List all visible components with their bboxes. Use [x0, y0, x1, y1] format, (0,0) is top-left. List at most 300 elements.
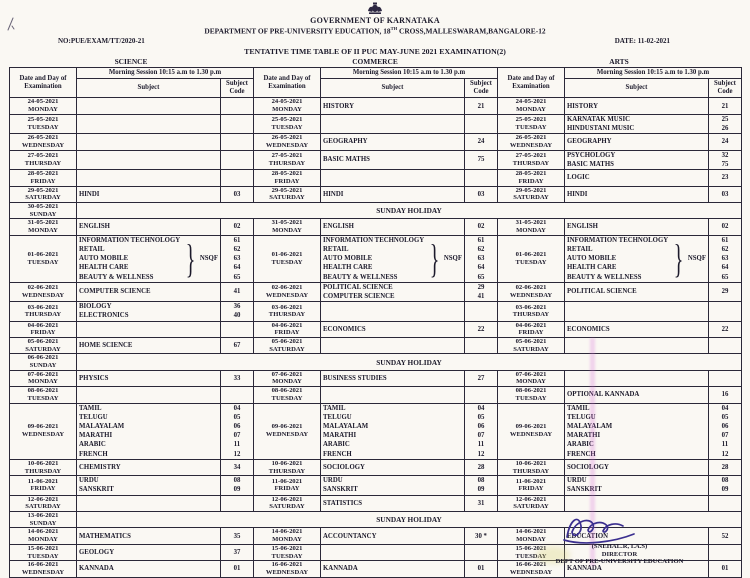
commerce-code-cell — [465, 150, 498, 169]
exam-date: 05-06-2021 — [27, 337, 59, 345]
arts-code-cell — [709, 528, 742, 544]
exam-date: 16-06-2021 — [271, 561, 303, 569]
commerce-code-cell — [465, 337, 498, 353]
subject-code: 40 — [233, 312, 241, 320]
exam-day: WEDNESDAY — [21, 291, 65, 299]
science-subject-cell — [77, 403, 221, 459]
subject-name: ARABIC — [79, 441, 106, 449]
arts-code-cell — [709, 387, 742, 403]
exam-day: SUNDAY — [29, 362, 57, 370]
date-column-header: Date and Day of Examination — [10, 68, 77, 98]
arts-subject-cell — [565, 403, 709, 459]
subject-code: 75 — [477, 156, 485, 164]
subject-code: 29 — [477, 283, 485, 291]
exam-row — [10, 370, 742, 386]
arts-code-cell — [709, 337, 742, 353]
commerce-code-cell — [465, 235, 498, 282]
subject-code: 09 — [233, 486, 241, 494]
exam-day: FRIDAY — [518, 485, 544, 493]
science-subject-cell — [77, 186, 221, 202]
arts-subject-cell — [565, 186, 709, 202]
karnataka-emblem-icon — [0, 2, 750, 15]
science-subject-cell — [77, 302, 221, 321]
science-subject-cell — [77, 476, 221, 495]
subject-name: TELUGU — [567, 413, 596, 421]
signatory-designation: DIRECTOR — [601, 550, 638, 558]
subject-code: 25 — [721, 115, 729, 123]
subject-code: 02 — [477, 223, 485, 231]
date-day-cell — [254, 282, 321, 301]
science-code-cell — [221, 98, 254, 114]
commerce-code-cell — [465, 134, 498, 150]
subject-name: MARATHI — [79, 432, 113, 440]
arts-subject-cell — [565, 370, 709, 386]
exam-date: 04-06-2021 — [27, 321, 59, 329]
date-day-cell — [498, 98, 565, 114]
subject-name: ELECTRONICS — [79, 312, 129, 320]
subject-code: 06 — [233, 422, 241, 430]
subject-name: RETAIL — [79, 245, 105, 253]
exam-row — [10, 235, 742, 282]
date-day-cell — [254, 219, 321, 235]
exam-day: TUESDAY — [27, 394, 59, 402]
subject-code: 63 — [477, 255, 485, 263]
subject-name: MALAYALAM — [79, 422, 125, 430]
exam-day: SATURDAY — [25, 194, 61, 202]
subject-name: MALAYALAM — [567, 422, 613, 430]
director-signature-icon — [560, 511, 644, 549]
subject-name: OPTIONAL KANNADA — [567, 391, 640, 399]
subject-name: SOCIOLOGY — [323, 463, 365, 471]
date-day-cell — [498, 114, 565, 133]
subject-code: 08 — [477, 477, 485, 485]
exam-date: 25-05-2021 — [515, 116, 547, 124]
date-day-cell — [10, 387, 77, 403]
stream-label-science: SCIENCE — [114, 57, 148, 67]
subject-name: ARABIC — [567, 441, 594, 449]
exam-date: 27-05-2021 — [27, 152, 59, 160]
subject-code: 04 — [233, 404, 241, 412]
subject-code: 03 — [477, 190, 485, 198]
exam-day: THURSDAY — [512, 311, 550, 319]
subject-name: KANNADA — [567, 565, 602, 573]
date-day-cell — [10, 186, 77, 202]
subject-name: HINDI — [567, 190, 588, 198]
exam-date: 13-06-2021 — [27, 512, 59, 520]
exam-date: 31-05-2021 — [515, 219, 547, 227]
arts-code-cell — [709, 561, 742, 577]
subject-code: 37 — [233, 548, 241, 556]
exam-date: 15-06-2021 — [27, 544, 59, 552]
session-header: Morning Session 10:15 a.m to 1.30 p.m — [77, 68, 254, 79]
commerce-subject-cell — [321, 403, 465, 459]
subject-name: TAMIL — [323, 404, 346, 412]
subject-code: 61 — [721, 236, 729, 244]
exam-row — [10, 150, 742, 169]
subject-name: COMPUTER SCIENCE — [323, 292, 395, 300]
commerce-code-cell — [465, 302, 498, 321]
science-subject-cell — [77, 98, 221, 114]
date-day-cell — [254, 302, 321, 321]
exam-day: WEDNESDAY — [509, 141, 553, 149]
date-day-cell — [254, 150, 321, 169]
science-subject-cell — [77, 235, 221, 282]
subject-code: 11 — [477, 441, 485, 449]
date-day-cell — [498, 370, 565, 386]
exam-date: 12-06-2021 — [271, 495, 303, 503]
science-subject-cell — [77, 321, 221, 337]
science-code-cell — [221, 282, 254, 301]
exam-date: 01-06-2021 — [271, 251, 303, 259]
arts-subject-cell — [565, 476, 709, 495]
subject-code: 52 — [721, 532, 729, 540]
subject-name: COMPUTER SCIENCE — [79, 288, 151, 296]
exam-day: WEDNESDAY — [509, 291, 553, 299]
timetable — [9, 67, 742, 577]
exam-day: TUESDAY — [515, 552, 547, 560]
subject-code: 22 — [721, 325, 729, 333]
subject-name: AUTO MOBILE — [79, 255, 129, 263]
exam-date: 29-05-2021 — [271, 186, 303, 194]
subject-code: 21 — [721, 102, 729, 110]
date-day-cell — [498, 150, 565, 169]
exam-day: TUESDAY — [271, 258, 303, 266]
date-day-cell — [254, 170, 321, 186]
science-code-cell — [221, 544, 254, 560]
science-subject-cell — [77, 219, 221, 235]
document-header — [0, 0, 750, 66]
subject-code-column-header: Subject Code — [465, 79, 498, 98]
sunday-holiday-cell: SUNDAY HOLIDAY — [77, 202, 742, 218]
exam-row — [10, 186, 742, 202]
arts-code-cell — [709, 370, 742, 386]
date-day-cell — [10, 528, 77, 544]
subject-code: 33 — [233, 374, 241, 382]
subject-name: HEALTH CARE — [323, 264, 373, 272]
science-code-cell — [221, 476, 254, 495]
subject-code: 08 — [721, 477, 729, 485]
subject-code: 64 — [233, 264, 241, 272]
date-day-cell — [254, 98, 321, 114]
exam-date: 26-05-2021 — [27, 134, 59, 142]
subject-code: 11 — [233, 441, 241, 449]
science-code-cell — [221, 387, 254, 403]
exam-date: 28-05-2021 — [27, 170, 59, 178]
exam-date: 31-05-2021 — [27, 219, 59, 227]
subject-name: MARATHI — [567, 432, 601, 440]
arts-subject-cell — [565, 170, 709, 186]
exam-row — [10, 403, 742, 459]
subject-name: SANSKRIT — [323, 486, 358, 494]
exam-day: THURSDAY — [512, 467, 550, 475]
exam-date: 03-06-2021 — [271, 303, 303, 311]
subject-name: HINDI — [79, 190, 100, 198]
subject-name: URDU — [79, 477, 99, 485]
exam-date: 29-05-2021 — [27, 186, 59, 194]
subject-name: GEOGRAPHY — [567, 138, 612, 146]
date-day-cell — [498, 403, 565, 459]
subject-code: 28 — [721, 463, 729, 471]
exam-date: 30-05-2021 — [27, 202, 59, 210]
arts-subject-cell — [565, 134, 709, 150]
science-subject-cell — [77, 561, 221, 577]
commerce-code-cell — [465, 170, 498, 186]
date-day-cell — [254, 387, 321, 403]
subject-code: 64 — [721, 264, 729, 272]
date-day-cell — [254, 134, 321, 150]
exam-date: 24-05-2021 — [27, 98, 59, 106]
commerce-subject-cell — [321, 387, 465, 403]
subject-code: 22 — [477, 325, 485, 333]
exam-date: 16-06-2021 — [515, 561, 547, 569]
science-code-cell — [221, 403, 254, 459]
exam-day: FRIDAY — [30, 485, 56, 493]
date-column-header: Date and Day of Examination — [254, 68, 321, 98]
subject-name: ENGLISH — [79, 223, 110, 231]
subject-name: BEAUTY & WELLNESS — [79, 273, 154, 281]
subject-name: URDU — [567, 477, 587, 485]
commerce-code-cell — [465, 387, 498, 403]
subject-code: 41 — [233, 288, 241, 296]
subject-name: FRENCH — [323, 450, 352, 458]
date-day-cell — [10, 495, 77, 511]
timetable-body — [10, 98, 742, 577]
commerce-subject-cell — [321, 114, 465, 133]
exam-day: SUNDAY — [29, 210, 57, 218]
commerce-code-cell — [465, 282, 498, 301]
exam-day: THURSDAY — [24, 159, 62, 167]
pen-mark-icon — [6, 16, 16, 32]
exam-date: 10-06-2021 — [515, 459, 547, 467]
date-day-cell — [498, 495, 565, 511]
subject-code: 03 — [721, 190, 729, 198]
subject-name: INFORMATION TECHNOLOGY — [323, 236, 425, 244]
exam-date: 02-06-2021 — [271, 284, 303, 292]
commerce-subject-cell — [321, 528, 465, 544]
subject-name: TAMIL — [79, 404, 102, 412]
subject-column-header: Subject — [321, 79, 465, 98]
exam-date: 24-05-2021 — [515, 98, 547, 106]
exam-day: THURSDAY — [24, 311, 62, 319]
arts-subject-cell — [565, 235, 709, 282]
subject-name: ENGLISH — [323, 223, 354, 231]
arts-subject-cell — [565, 302, 709, 321]
arts-subject-cell — [565, 337, 709, 353]
exam-day: MONDAY — [516, 106, 546, 114]
date-day-cell — [498, 459, 565, 475]
government-title: GOVERNMENT OF KARNATAKA — [310, 16, 440, 25]
subject-name: AUTO MOBILE — [567, 255, 617, 263]
subject-name: RETAIL — [323, 245, 349, 253]
date-day-cell — [10, 337, 77, 353]
date-day-cell — [498, 528, 565, 544]
date-day-cell — [254, 476, 321, 495]
date-day-cell — [498, 337, 565, 353]
exam-day: WEDNESDAY — [265, 141, 309, 149]
subject-name: SANSKRIT — [79, 486, 114, 494]
subject-code: 09 — [721, 486, 729, 494]
exam-day: THURSDAY — [512, 159, 550, 167]
arts-subject-cell — [565, 495, 709, 511]
subject-code: 35 — [233, 532, 241, 540]
arts-code-cell — [709, 476, 742, 495]
subject-name: POLITICAL SCIENCE — [323, 283, 393, 291]
subject-name: POLITICAL SCIENCE — [567, 288, 637, 296]
subject-name: KANNADA — [79, 565, 114, 573]
exam-row — [10, 219, 742, 235]
date-day-cell — [10, 202, 77, 218]
exam-date: 07-06-2021 — [515, 370, 547, 378]
arts-subject-cell — [565, 114, 709, 133]
exam-date: 14-06-2021 — [515, 528, 547, 536]
subject-name: BASIC MATHS — [323, 156, 370, 164]
commerce-subject-cell — [321, 561, 465, 577]
arts-subject-cell — [565, 219, 709, 235]
exam-date: 27-05-2021 — [271, 152, 303, 160]
subject-name: ARABIC — [323, 441, 350, 449]
session-header: Morning Session 10:15 a.m to 1.30 p.m — [321, 68, 498, 79]
commerce-code-cell — [465, 561, 498, 577]
arts-code-cell — [709, 186, 742, 202]
brace-glyph — [429, 237, 439, 281]
sunday-holiday-cell: SUNDAY HOLIDAY — [77, 354, 742, 370]
subject-name: INFORMATION TECHNOLOGY — [79, 236, 181, 244]
subject-code: 12 — [233, 450, 241, 458]
commerce-code-cell — [465, 476, 498, 495]
exam-date: 05-06-2021 — [271, 337, 303, 345]
exam-date: 28-05-2021 — [515, 170, 547, 178]
date-column-header: Date and Day of Examination — [498, 68, 565, 98]
exam-day: WEDNESDAY — [21, 568, 65, 576]
commerce-code-cell — [465, 114, 498, 133]
science-code-cell — [221, 170, 254, 186]
subject-code: 31 — [477, 499, 485, 507]
subject-code: 09 — [477, 486, 485, 494]
date-day-cell — [254, 186, 321, 202]
date-day-cell — [10, 282, 77, 301]
exam-date: 07-06-2021 — [271, 370, 303, 378]
subject-code: 61 — [477, 236, 485, 244]
exam-day: SATURDAY — [269, 194, 305, 202]
subject-name: HEALTH CARE — [79, 264, 129, 272]
science-code-cell — [221, 235, 254, 282]
subject-code: 12 — [477, 450, 485, 458]
exam-date: 11-06-2021 — [271, 477, 303, 485]
science-subject-cell — [77, 170, 221, 186]
subject-code: 21 — [477, 102, 485, 110]
exam-day: MONDAY — [516, 536, 546, 544]
science-code-cell — [221, 150, 254, 169]
subject-code: 62 — [233, 245, 241, 253]
date-day-cell — [10, 370, 77, 386]
date-day-cell — [254, 528, 321, 544]
subject-name: HINDI — [323, 190, 344, 198]
exam-day: SATURDAY — [269, 503, 305, 511]
sunday-holiday-cell: SUNDAY HOLIDAY — [77, 512, 742, 528]
exam-date: 03-06-2021 — [27, 303, 59, 311]
department-line-sup: TH — [390, 26, 398, 31]
subject-code: 04 — [477, 404, 485, 412]
arts-subject-cell — [565, 150, 709, 169]
subject-name: HINDUSTANI MUSIC — [567, 125, 635, 133]
science-code-cell — [221, 186, 254, 202]
subject-code: 63 — [721, 255, 729, 263]
arts-code-cell — [709, 235, 742, 282]
exam-day: TUESDAY — [515, 394, 547, 402]
exam-day: THURSDAY — [268, 311, 306, 319]
subject-column-header: Subject — [77, 79, 221, 98]
exam-row — [10, 134, 742, 150]
subject-code: 28 — [477, 463, 485, 471]
subject-name: BIOLOGY — [79, 303, 112, 311]
exam-day: SATURDAY — [513, 194, 549, 202]
exam-row — [10, 321, 742, 337]
date-day-cell — [10, 98, 77, 114]
arts-code-cell — [709, 150, 742, 169]
subject-code: 12 — [721, 450, 729, 458]
subject-code-column-header: Subject Code — [221, 79, 254, 98]
date-day-cell — [498, 476, 565, 495]
date-day-cell — [10, 114, 77, 133]
exam-row — [10, 337, 742, 353]
commerce-subject-cell — [321, 321, 465, 337]
subject-code: 01 — [233, 565, 241, 573]
subject-name: ACCOUNTANCY — [323, 532, 377, 540]
subject-name: AUTO MOBILE — [323, 255, 373, 263]
commerce-subject-cell — [321, 186, 465, 202]
exam-day: SATURDAY — [25, 503, 61, 511]
subject-name: HISTORY — [323, 102, 354, 110]
date-day-cell — [10, 302, 77, 321]
science-subject-cell — [77, 528, 221, 544]
subject-name: CHEMISTRY — [79, 463, 121, 471]
exam-date: 12-06-2021 — [515, 495, 547, 503]
science-subject-cell — [77, 114, 221, 133]
commerce-code-cell — [465, 219, 498, 235]
stream-label-arts: ARTS — [609, 57, 629, 67]
subject-name: MARATHI — [323, 432, 357, 440]
commerce-subject-cell — [321, 337, 465, 353]
subject-code: 65 — [233, 273, 241, 281]
exam-day: TUESDAY — [271, 124, 303, 132]
subject-code: 24 — [721, 138, 729, 146]
exam-date: 02-06-2021 — [27, 284, 59, 292]
exam-date: 25-05-2021 — [27, 116, 59, 124]
exam-date: 15-06-2021 — [515, 544, 547, 552]
subject-code: 16 — [721, 391, 729, 399]
science-code-cell — [221, 337, 254, 353]
exam-date: 24-05-2021 — [271, 98, 303, 106]
subject-name: LOGIC — [567, 174, 590, 182]
subject-name: HOME SCIENCE — [79, 342, 133, 350]
exam-day: WEDNESDAY — [21, 431, 65, 439]
exam-day: MONDAY — [272, 536, 302, 544]
date-day-cell — [10, 354, 77, 370]
subject-code: 30 * — [475, 532, 487, 540]
science-subject-cell — [77, 150, 221, 169]
exam-day: MONDAY — [28, 106, 58, 114]
subject-name: BUSINESS STUDIES — [323, 374, 387, 382]
subject-name: GEOGRAPHY — [323, 138, 368, 146]
subject-name: GEOLOGY — [79, 548, 115, 556]
exam-date: 29-05-2021 — [515, 186, 547, 194]
exam-row — [10, 302, 742, 321]
science-code-cell — [221, 459, 254, 475]
date-day-cell — [254, 544, 321, 560]
arts-code-cell — [709, 459, 742, 475]
signatory-office: DEPT OF PRE-UNIVERSITY EDUCATION — [555, 558, 684, 566]
exam-row — [10, 114, 742, 133]
